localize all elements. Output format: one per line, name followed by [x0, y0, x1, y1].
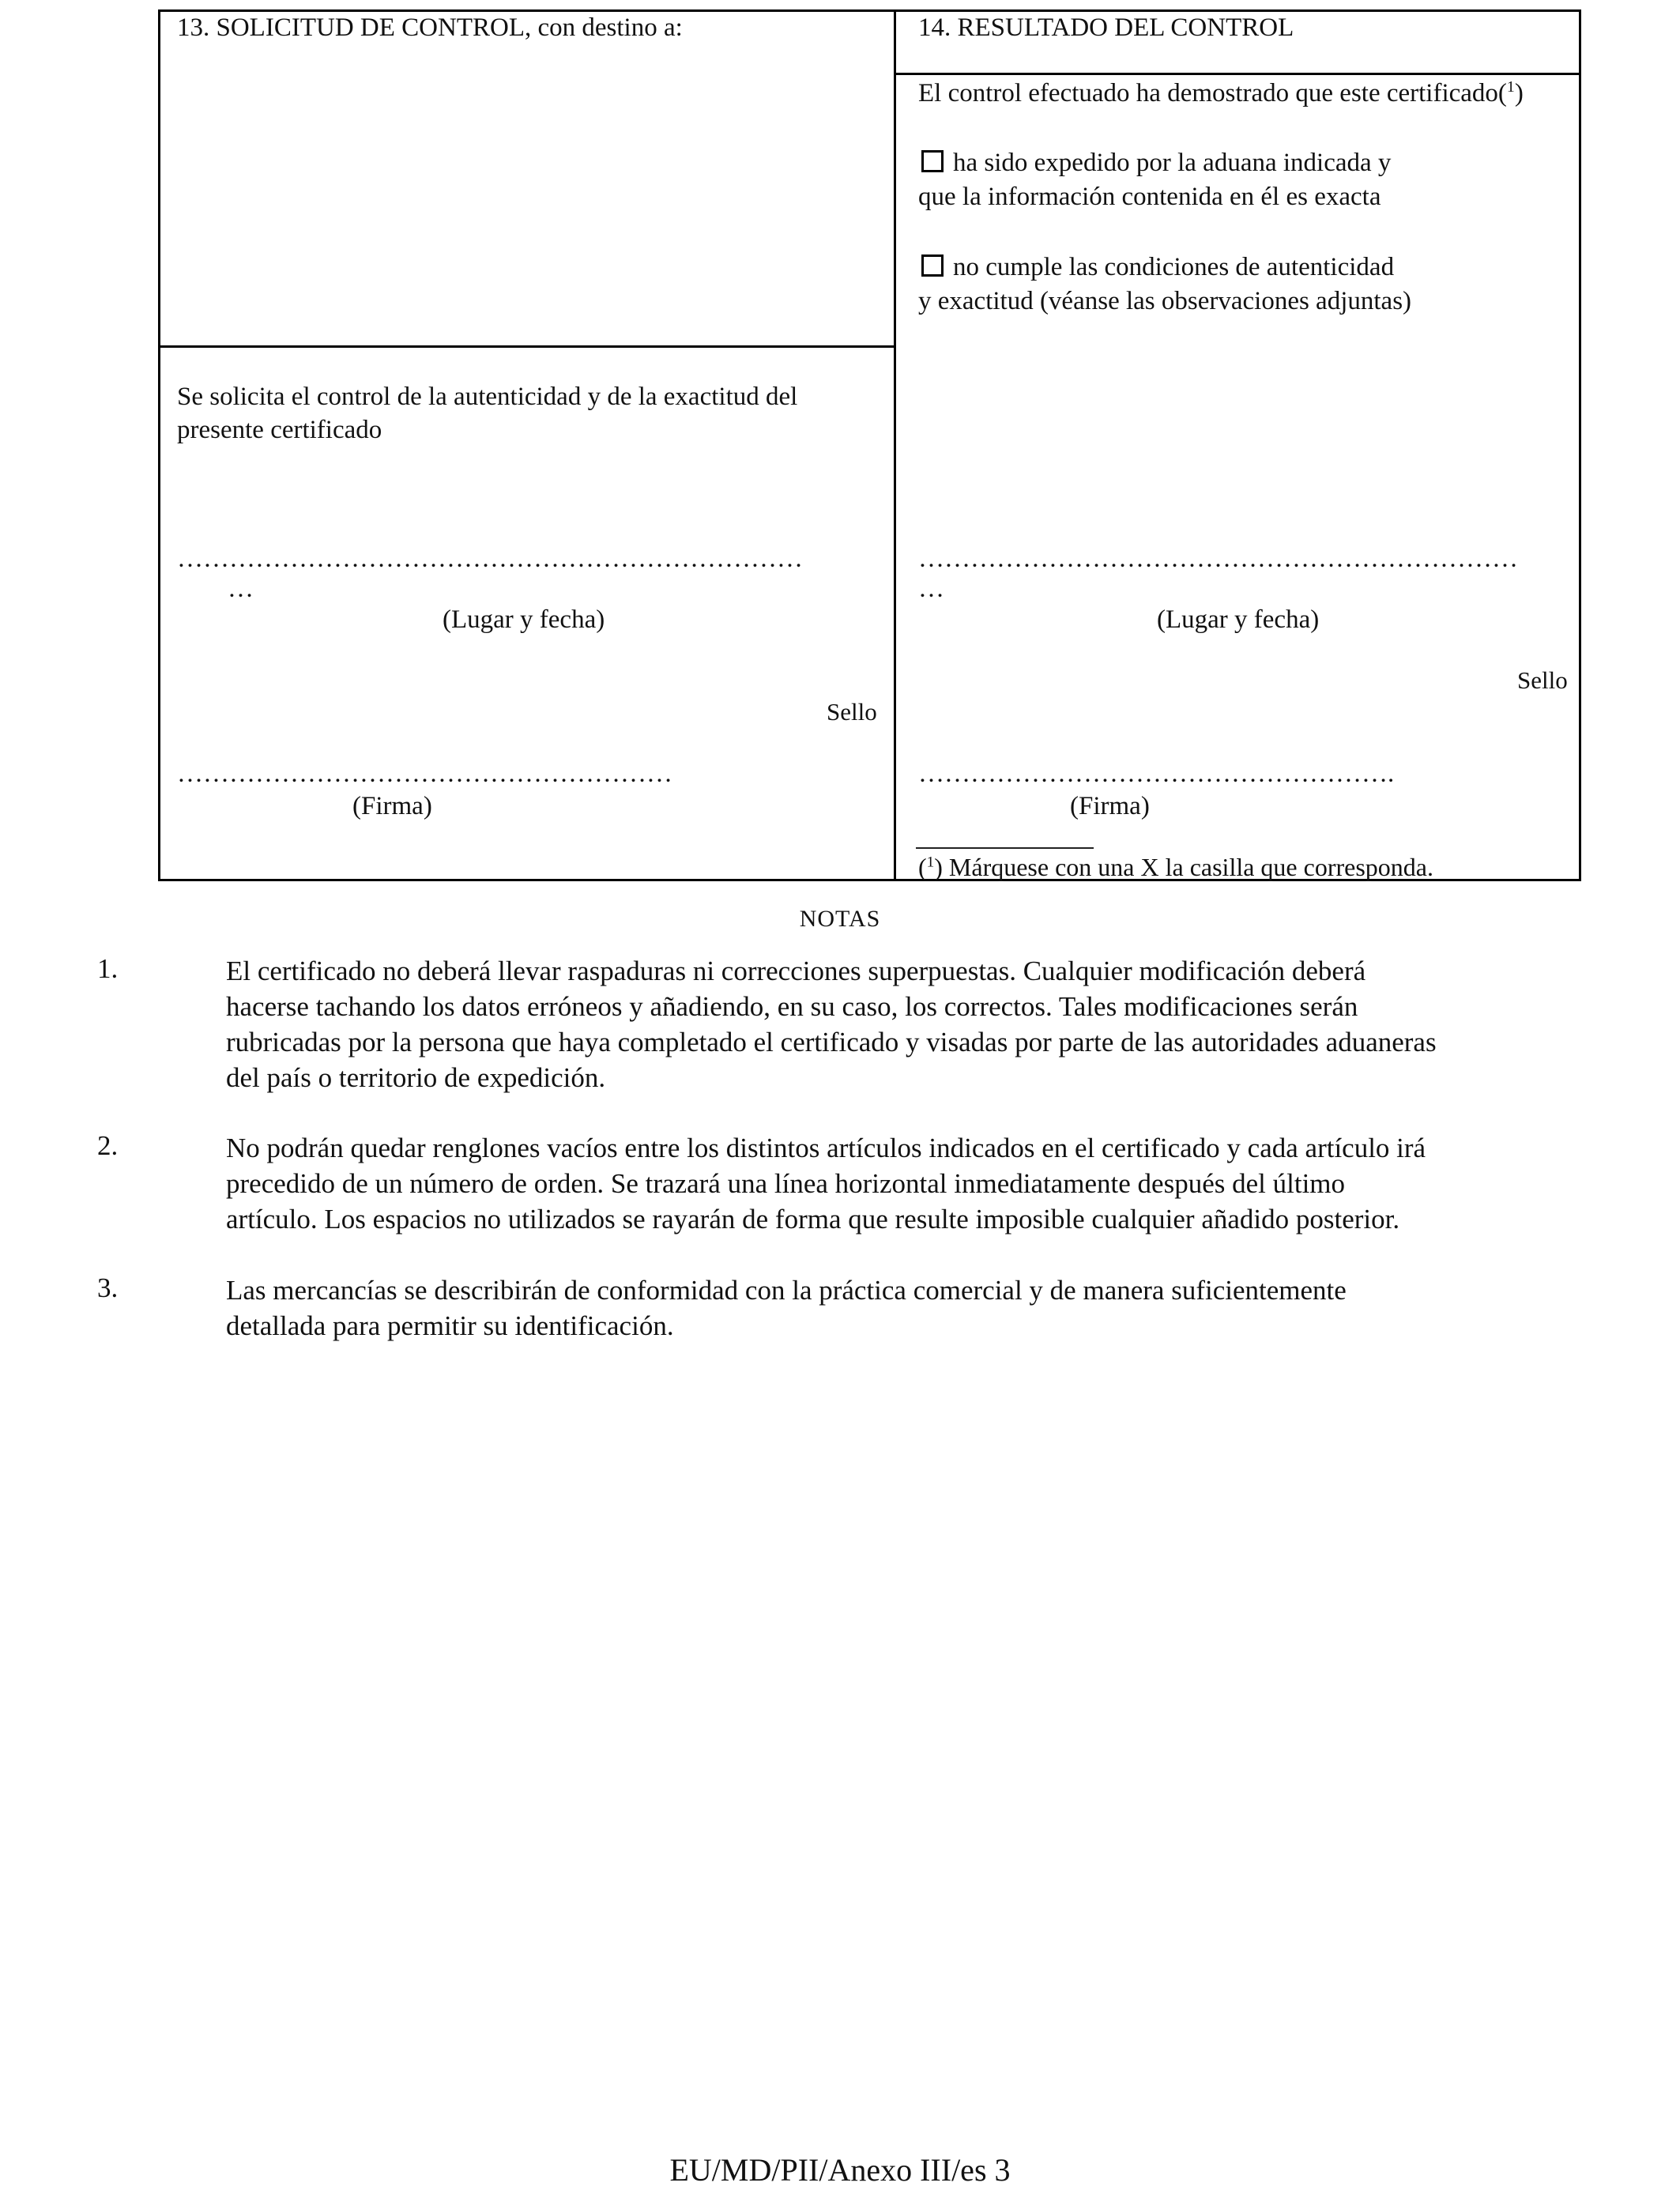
footnote-rule: [916, 847, 1094, 849]
note-2-line: artículo. Los espacios no utilizados se rayarán de forma que resulte imposible cualquier añadido posterior.: [226, 1204, 1400, 1235]
option-not-authentic-checkbox[interactable]: [921, 254, 944, 277]
box14-place-date-dots-cont: …: [918, 575, 944, 603]
footnote-number: 1: [926, 854, 935, 871]
box14-place-date-label: (Lugar y fecha): [1157, 605, 1320, 634]
note-3-number: 3.: [97, 1272, 119, 1303]
note-1-line: El certificado no deberá llevar raspaduras ni correcciones superpuestas. Cualquier modificación deberá: [226, 956, 1366, 986]
box14-option2: [921, 251, 1394, 284]
footnote-open: (: [918, 853, 927, 881]
box13-place-date-dots: ………………………………………………………………: [177, 545, 803, 573]
box13-request-line2: presente certificado: [177, 416, 382, 444]
note-1-line: del país o territorio de expedición.: [226, 1062, 606, 1093]
footnote-ref-1: 1: [1506, 78, 1515, 96]
note-2-text: [226, 1130, 1601, 1237]
note-3-line: Las mercancías se describirán de conformidad con la práctica comercial y de manera suficientemente: [226, 1275, 1347, 1306]
footnote-text: ) Márquese con una X la casilla que corresponda.: [934, 853, 1433, 881]
box14-signature-label: (Firma): [1070, 792, 1150, 820]
box14-intro-text: El control efectuado ha demostrado que este certificado(: [918, 79, 1507, 107]
page-footer-reference: EU/MD/PII/Anexo III/es 3: [669, 2152, 1011, 2188]
notes-title: NOTAS: [799, 906, 881, 932]
box13-signature-dots: …………………………………………………: [177, 760, 672, 788]
box14-signature-dots: ……………………………………………….: [918, 760, 1395, 788]
note-3-line: detallada para permitir su identificación.: [226, 1310, 674, 1341]
box14-intro-close: ): [1514, 79, 1524, 107]
box13-request-line1: Se solicita el control de la autenticidad y de la exactitud del: [177, 383, 798, 411]
box14-title-divider: [894, 73, 1581, 75]
box14-place-date-dots: ……………………………………………………………: [918, 545, 1518, 573]
option1-line2: que la información contenida en él es exacta: [918, 183, 1381, 211]
option-authentic-checkbox[interactable]: [921, 150, 944, 172]
box14-stamp-label: Sello: [1517, 666, 1568, 694]
note-2-number: 2.: [97, 1130, 119, 1161]
note-2-line: No podrán quedar renglones vacíos entre los distintos artículos indicados en el certificado y cada artículo irá: [226, 1133, 1426, 1163]
note-1-line: hacerse tachando los datos erróneos y añadiendo, en su caso, los correctos. Tales modificaciones serán: [226, 991, 1358, 1022]
box13-place-date-label: (Lugar y fecha): [443, 605, 605, 634]
box13-title: 13. SOLICITUD DE CONTROL, con destino a:: [177, 13, 683, 42]
option2-line2: y exactitud (véanse las observaciones adjuntas): [918, 287, 1412, 315]
box14-footnote: [918, 850, 1433, 884]
box14-option1: [921, 146, 1391, 179]
note-1-line: rubricadas por la persona que haya completado el certificado y visadas por parte de las autoridades aduaneras: [226, 1027, 1437, 1057]
box14-intro: [918, 77, 1524, 110]
note-1-number: 1.: [97, 953, 119, 984]
note-1-text: [226, 953, 1601, 1095]
note-3-text: [226, 1272, 1601, 1344]
box13-divider: [158, 345, 896, 348]
box14-title: 14. RESULTADO DEL CONTROL: [918, 13, 1294, 42]
form-center-divider: [894, 9, 896, 881]
note-2-line: precedido de un número de orden. Se trazará una línea horizontal inmediatamente después del último: [226, 1168, 1346, 1199]
box13-stamp-label: Sello: [827, 698, 877, 726]
option1-line1: ha sido expedido por la aduana indicada y: [953, 149, 1392, 177]
option2-line1: no cumple las condiciones de autenticidad: [953, 253, 1395, 281]
box13-place-date-dots-cont: …: [228, 575, 254, 603]
box13-signature-label: (Firma): [352, 792, 432, 820]
